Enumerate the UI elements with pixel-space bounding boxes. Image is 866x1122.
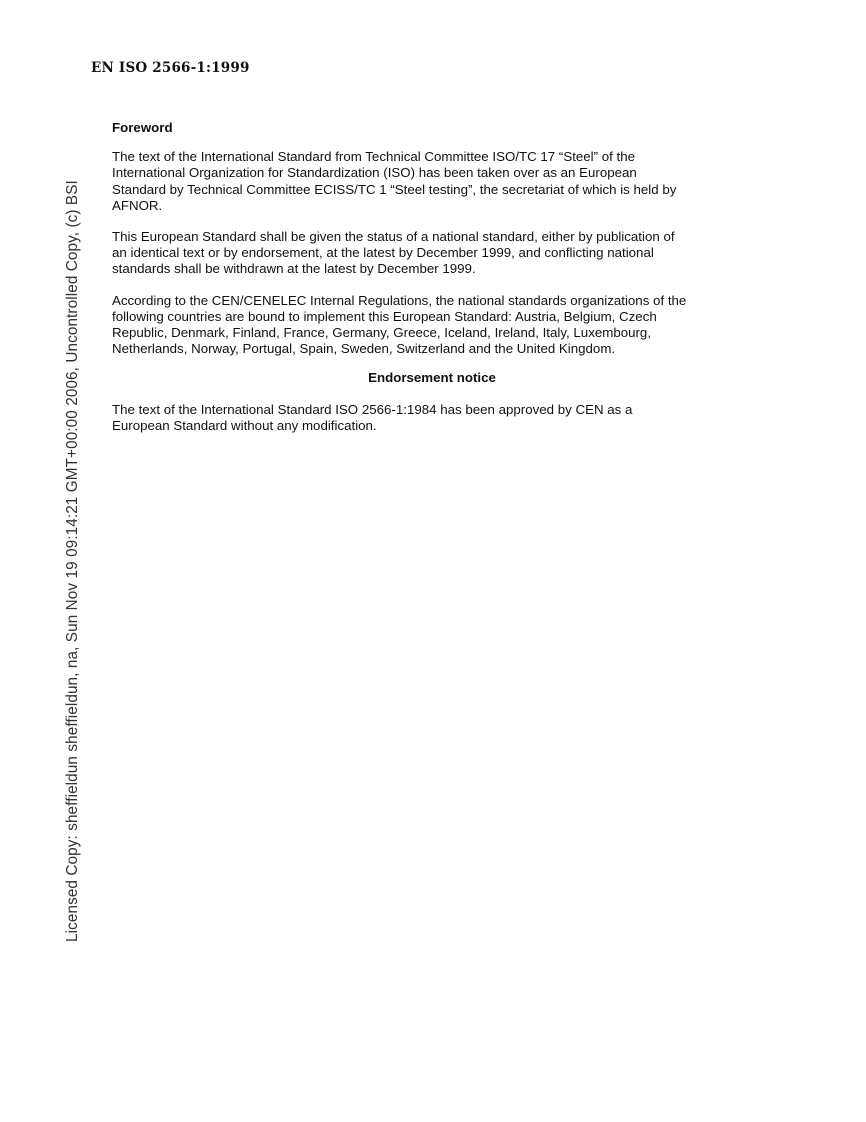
text-line: standards shall be withdrawn at the latest by December 1999. bbox=[112, 261, 476, 277]
text-line: This European Standard shall be given the status of a national standard, either by publication of bbox=[112, 229, 675, 245]
foreword-paragraph-3 bbox=[112, 293, 752, 358]
document-body bbox=[112, 120, 752, 434]
document-id-header: EN ISO 2566-1:1999 bbox=[91, 60, 250, 76]
text-line: Standard by Technical Committee ECISS/TC 1 “Steel testing”, the secretariat of which is held by bbox=[112, 181, 677, 197]
text-line: following countries are bound to implement this European Standard: Austria, Belgium, Czech bbox=[112, 308, 657, 324]
foreword-paragraph-1 bbox=[112, 149, 752, 214]
text-line: The text of the International Standard ISO 2566-1:1984 has been approved by CEN as a bbox=[112, 401, 633, 417]
foreword-paragraph-2 bbox=[112, 229, 752, 278]
text-line: AFNOR. bbox=[112, 197, 163, 213]
endorsement-paragraph bbox=[112, 402, 752, 434]
text-line: European Standard without any modification. bbox=[112, 417, 377, 433]
license-stamp: Licensed Copy: sheffieldun sheffieldun, na, Sun Nov 19 09:14:21 GMT+00:00 2006, Uncontrolled Copy, (c) BSI bbox=[64, 180, 81, 942]
text-line: Netherlands, Norway, Portugal, Spain, Sweden, Switzerland and the United Kingdom. bbox=[112, 341, 616, 357]
text-line: The text of the International Standard from Technical Committee ISO/TC 17 “Steel” of the bbox=[112, 149, 636, 165]
text-line: International Organization for Standardization (ISO) has been taken over as an European bbox=[112, 165, 637, 181]
text-line: an identical text or by endorsement, at the latest by December 1999, and conflicting national bbox=[112, 245, 654, 261]
foreword-heading: Foreword bbox=[112, 120, 173, 135]
text-line: Republic, Denmark, Finland, France, Germany, Greece, Iceland, Ireland, Italy, Luxembourg, bbox=[112, 325, 652, 341]
endorsement-notice-heading: Endorsement notice bbox=[368, 370, 496, 386]
text-line: According to the CEN/CENELEC Internal Regulations, the national standards organizations of the bbox=[112, 292, 687, 308]
